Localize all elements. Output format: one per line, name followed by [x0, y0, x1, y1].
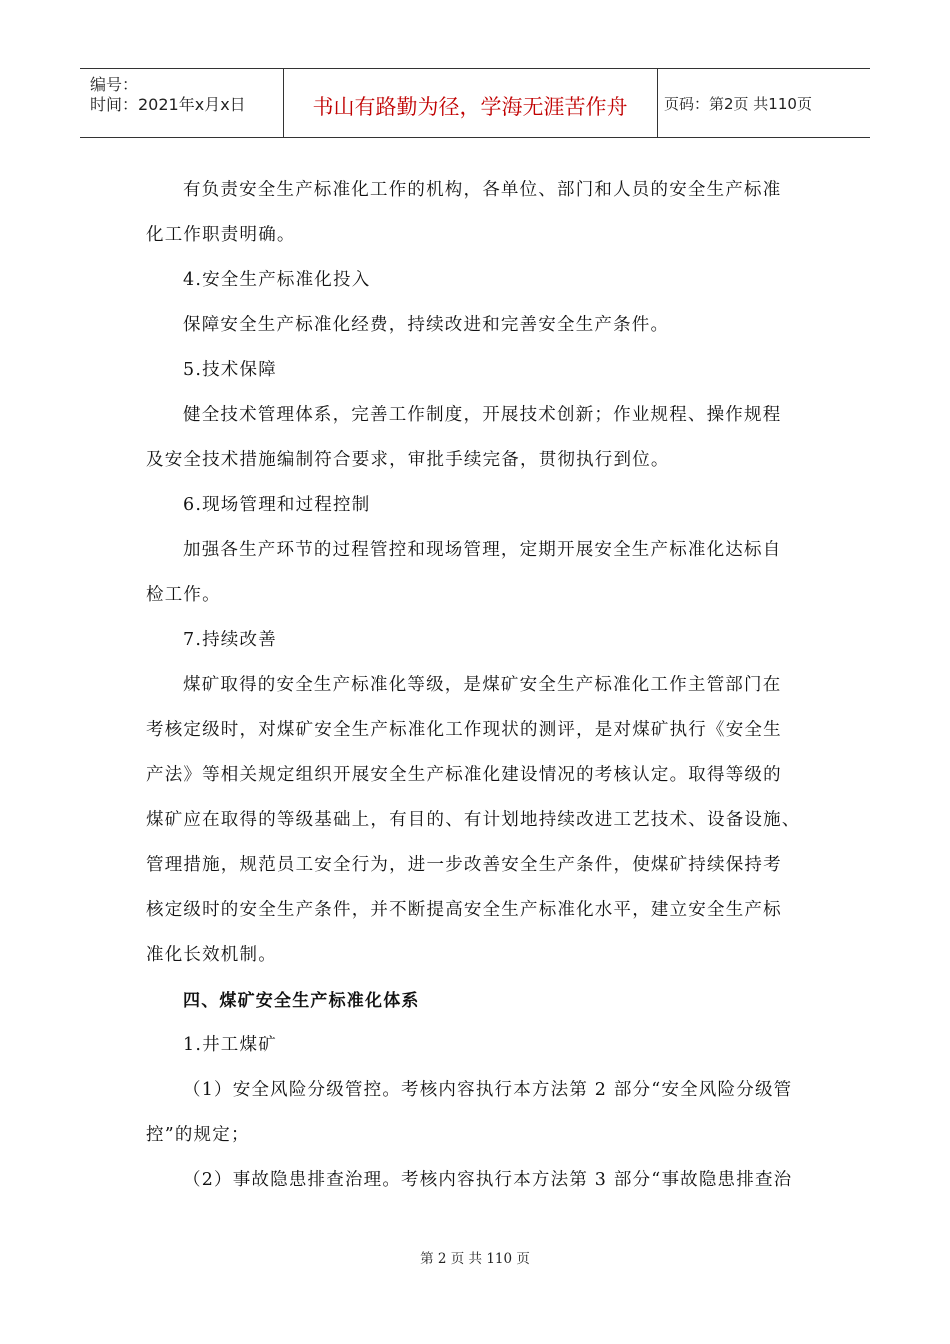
body-line: 准化长效机制。 — [146, 945, 277, 965]
body-line: 保障安全生产标准化经费，持续改进和完善安全生产条件。 — [183, 315, 670, 335]
body-line: （2）事故隐患排查治理。考核内容执行本方法第 3 部分“事故隐患排查治 — [183, 1170, 793, 1190]
header-meta-cell — [80, 69, 284, 137]
body-line: 控”的规定； — [146, 1125, 250, 1145]
body-line: 4.安全生产标准化投入 — [183, 270, 371, 290]
body-line: 化工作职责明确。 — [146, 225, 296, 245]
body-line: 考核定级时，对煤矿安全生产标准化工作现状的测评，是对煤矿执行《安全生 — [146, 720, 782, 740]
page-footer: 第 2 页 共 110 页 — [420, 1251, 530, 1267]
body-line: 煤矿取得的安全生产标准化等级，是煤矿安全生产标准化工作主管部门在 — [183, 675, 782, 695]
body-line: 检工作。 — [146, 585, 221, 605]
body-line: 有负责安全生产标准化工作的机构，各单位、部门和人员的安全生产标准 — [183, 180, 782, 200]
body-line: 加强各生产环节的过程管控和现场管理，定期开展安全生产标准化达标自 — [183, 540, 782, 560]
body-line: 7.持续改善 — [183, 630, 277, 650]
motto: 书山有路勤为径，学海无涯苦作舟 — [312, 95, 628, 119]
body-line: 1.井工煤矿 — [183, 1035, 277, 1055]
section-heading: 四、煤矿安全生产标准化体系 — [183, 991, 420, 1011]
page-info: 页码：第2页 共110页 — [664, 95, 812, 113]
body-line: 产法》等相关规定组织开展安全生产标准化建设情况的考核认定。取得等级的 — [146, 765, 782, 785]
body-line: 管理措施，规范员工安全行为，进一步改善安全生产条件，使煤矿持续保持考 — [146, 855, 782, 875]
header-motto-cell — [283, 69, 658, 137]
body-line: 煤矿应在取得的等级基础上，有目的、有计划地持续改进工艺技术、设备设施、 — [146, 810, 801, 830]
date-line: 时间：2021年x月x日 — [90, 95, 246, 114]
body-line: 及安全技术措施编制符合要求，审批手续完备，贯彻执行到位。 — [146, 450, 670, 470]
number-label: 编号： — [90, 75, 139, 94]
body-line: 6.现场管理和过程控制 — [183, 495, 371, 515]
body-line: （1）安全风险分级管控。考核内容执行本方法第 2 部分“安全风险分级管 — [183, 1080, 793, 1100]
body-line: 核定级时的安全生产条件，并不断提高安全生产标准化水平，建立安全生产标 — [146, 900, 782, 920]
header-page-cell — [658, 69, 870, 137]
body-line: 5.技术保障 — [183, 360, 277, 380]
body-line: 健全技术管理体系，完善工作制度，开展技术创新；作业规程、操作规程 — [183, 405, 782, 425]
page-header — [80, 68, 870, 138]
